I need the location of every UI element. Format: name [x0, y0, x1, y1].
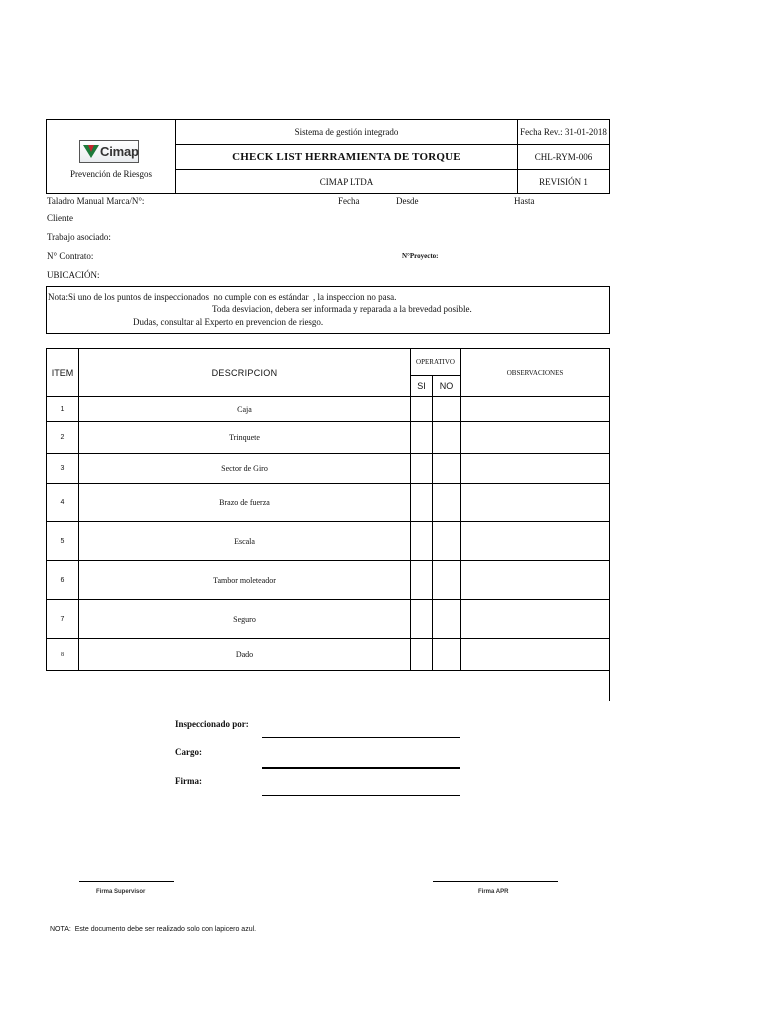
note-line-1: Nota:Si uno de los puntos de inspeccionados no cumple con es estándar , la inspeccion no pasa.: [48, 292, 397, 302]
row-8-si-cell[interactable]: [411, 639, 432, 670]
row-8-no-cell[interactable]: [433, 639, 460, 670]
row-5-item: 5: [60, 537, 65, 545]
row-5-observation-cell[interactable]: [461, 522, 609, 560]
row-2-observation-cell[interactable]: [461, 422, 609, 453]
row-1-si-cell[interactable]: [411, 397, 432, 421]
row-3-si-cell[interactable]: [411, 454, 432, 483]
trabajo-label: Trabajo asociado:: [47, 232, 111, 242]
contrato-label: N° Contrato:: [47, 251, 94, 261]
system-label: Sistema de gestión integrado: [294, 127, 399, 137]
row-4-no-cell[interactable]: [433, 484, 460, 521]
logo-mark-icon: [83, 145, 99, 158]
department-label: Prevención de Riesgos: [70, 169, 152, 179]
inspeccionado-label: Inspeccionado por:: [175, 719, 249, 729]
logo-text: Cimap: [100, 144, 139, 159]
row-4-si-cell[interactable]: [411, 484, 432, 521]
si-column-header: SI: [417, 381, 426, 391]
row-2-no-cell[interactable]: [433, 422, 460, 453]
desde-label: Desde: [396, 196, 419, 206]
proyecto-label: N°Proyecto:: [402, 252, 439, 260]
row-4-item: 4: [60, 499, 65, 506]
table-right-extension: [609, 671, 610, 701]
cargo-label: Cargo:: [175, 747, 202, 757]
note-box: [46, 286, 610, 334]
item-column-header: ITEM: [51, 367, 74, 378]
operativo-column-header: OPERATIVO: [416, 358, 455, 366]
row-7-observation-cell[interactable]: [461, 600, 609, 638]
row-2-item: 2: [60, 434, 65, 441]
row-6-observation-cell[interactable]: [461, 561, 609, 599]
supervisor-signature-line[interactable]: [79, 881, 174, 882]
document-code: CHL-RYM-006: [534, 152, 593, 162]
row-8-description: Dado: [235, 650, 254, 659]
row-3-observation-cell[interactable]: [461, 454, 609, 483]
cliente-label: Cliente: [47, 213, 73, 223]
row-1-no-cell[interactable]: [433, 397, 460, 421]
row-6-item: 6: [60, 576, 65, 584]
row-2-description: Trinquete: [229, 433, 260, 442]
row-4-observation-cell[interactable]: [461, 484, 609, 521]
row-5-si-cell[interactable]: [411, 522, 432, 560]
row-1-observation-cell[interactable]: [461, 397, 609, 421]
firma-label: Firma:: [175, 776, 202, 786]
no-column-header: NO: [439, 381, 454, 391]
row-7-si-cell[interactable]: [411, 600, 432, 638]
footer-note: NOTA: Este documento debe ser realizado solo con lapicero azul.: [50, 926, 257, 933]
row-7-no-cell[interactable]: [433, 600, 460, 638]
fecha-label: Fecha: [338, 196, 360, 206]
revision-date: Fecha Rev.: 31-01-2018: [520, 127, 607, 137]
row-3-item: 3: [60, 465, 65, 472]
document-header: [46, 119, 610, 194]
row-8-item: 8: [61, 651, 64, 658]
row-3-description: Sector de Giro: [221, 464, 268, 473]
taladro-label: Taladro Manual Marca/N°:: [47, 196, 145, 206]
apr-signature-label: Firma APR: [478, 889, 509, 895]
checklist-table: [46, 348, 610, 671]
row-6-description: Tambor moleteador: [213, 575, 276, 585]
row-6-si-cell[interactable]: [411, 561, 432, 599]
ubicacion-label: UBICACIÓN:: [47, 270, 100, 280]
row-7-item: 7: [60, 615, 65, 623]
row-5-description: Escala: [234, 536, 255, 546]
apr-signature-line[interactable]: [433, 881, 558, 882]
row-4-description: Brazo de fuerza: [219, 498, 270, 507]
observaciones-column-header: OBSERVACIONES: [506, 368, 564, 377]
hasta-label: Hasta: [514, 196, 535, 206]
firma-line[interactable]: [262, 795, 460, 796]
cargo-line[interactable]: [262, 767, 460, 769]
company-logo: [79, 140, 139, 163]
note-line-3: Dudas, consultar al Experto en prevencion de riesgo.: [133, 317, 324, 327]
inspeccionado-line[interactable]: [262, 737, 460, 738]
row-5-no-cell[interactable]: [433, 522, 460, 560]
company-name: CIMAP LTDA: [319, 176, 374, 187]
document-title: CHECK LIST HERRAMIENTA DE TORQUE: [232, 151, 461, 163]
row-2-si-cell[interactable]: [411, 422, 432, 453]
row-7-description: Seguro: [233, 614, 256, 624]
description-column-header: DESCRIPCION: [211, 367, 278, 378]
row-8-observation-cell[interactable]: [461, 639, 609, 670]
row-1-item: 1: [60, 405, 65, 413]
row-1-description: Caja: [237, 404, 252, 414]
revision-number: REVISIÓN 1: [539, 176, 588, 187]
note-line-2: Toda desviacion, debera ser informada y reparada a la brevedad posible.: [212, 304, 472, 314]
row-6-no-cell[interactable]: [433, 561, 460, 599]
supervisor-signature-label: Firma Supervisor: [96, 889, 146, 895]
row-3-no-cell[interactable]: [433, 454, 460, 483]
